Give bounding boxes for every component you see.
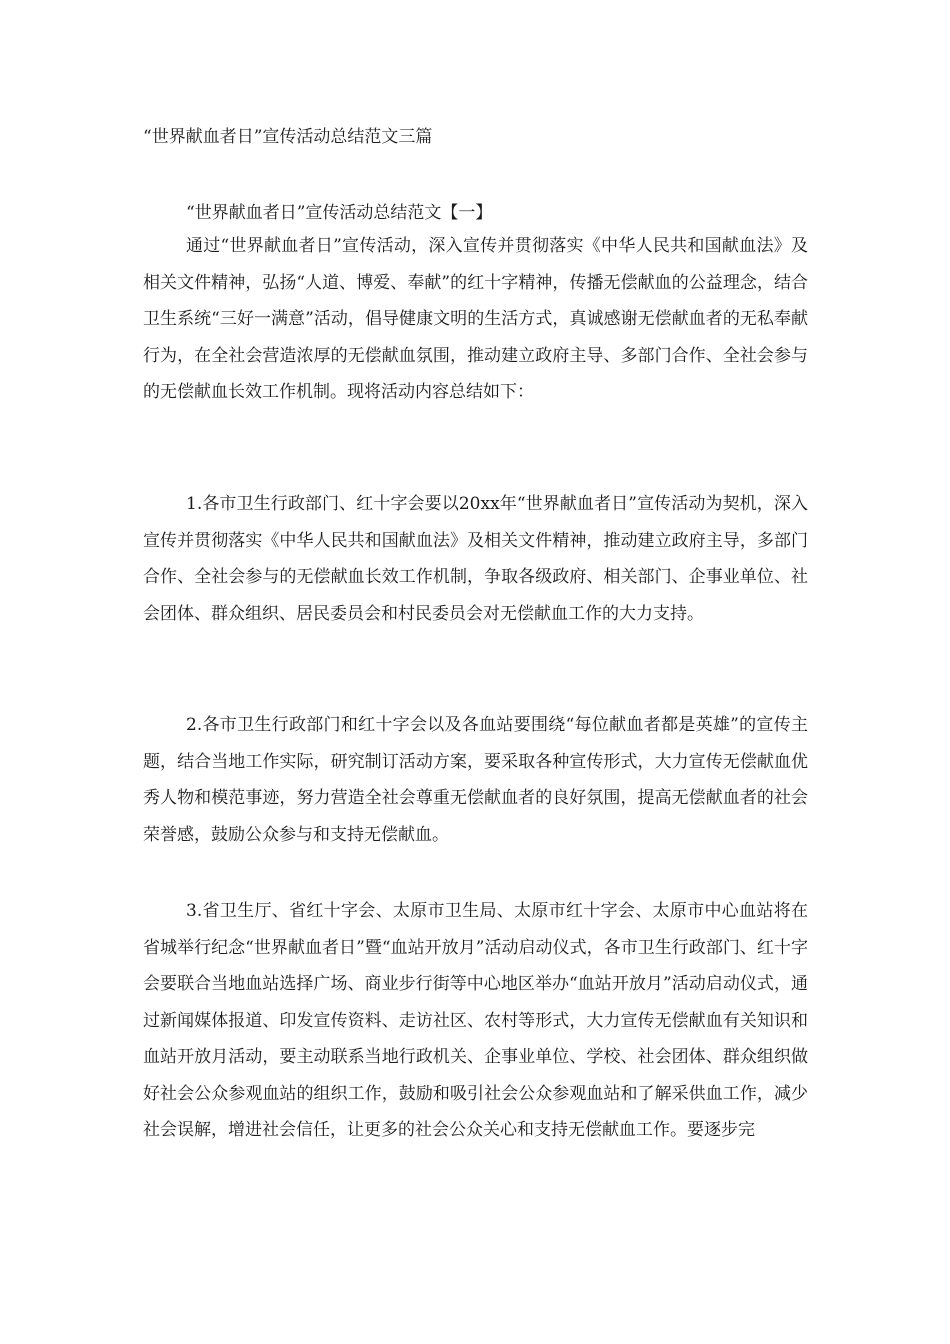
section-heading: “世界献血者日”宣传活动总结范文【一】 xyxy=(186,203,493,223)
paragraph-item-2: 2.各市卫生行政部门和红十字会以及各血站要围绕“每位献血者都是英雄”的宣传主题，结合当地工作实际，研究制订活动方案，要采取各种宣传形式，大力宣传无偿献血优秀人物和模范事迹，努力营造全社会尊重无偿献血者的良好氛围，提高无偿献血者的社会荣誉感，鼓励公众参与和支持无偿献血。 xyxy=(143,715,808,845)
paragraph-intro: 通过“世界献血者日”宣传活动，深入宣传并贯彻落实《中华人民共和国献血法》及相关文件精神，弘扬“人道、博爱、奉献”的红十字精神，传播无偿献血的公益理念，结合卫生系统“三好一满意”活动，倡导健康文明的生活方式，真诚感谢无偿献血者的无私奉献行为，在全社会营造浓厚的无偿献血氛围，推动建立政府主导、多部门合作、全社会参与的无偿献血长效工作机制。现将活动内容总结如下： xyxy=(143,236,808,402)
paragraph-item-3: 3.省卫生厅、省红十字会、太原市卫生局、太原市红十字会、太原市中心血站将在省城举行纪念“世界献血者日”暨“血站开放月”活动启动仪式，各市卫生行政部门、红十字会要联合当地血站选择广场、商业步行街等中心地区举办“血站开放月”活动启动仪式，通过新闻媒体报道、印发宣传资料、走访社区、农村等形式，大力宣传无偿献血有关知识和血站开放月活动，要主动联系当地行政机关、企事业单位、学校、社会团体、群众组织做好社会公众参观血站的组织工作，鼓励和吸引社会公众参观血站和了解采供血工作，减少社会误解，增进社会信任，让更多的社会公众关心和支持无偿献血工作。要逐步完 xyxy=(143,901,808,1140)
document-title: “世界献血者日”宣传活动总结范文三篇 xyxy=(143,127,433,147)
paragraph-item-1: 1.各市卫生行政部门、红十字会要以20xx年“世界献血者日”宣传活动为契机，深入宣传并贯彻落实《中华人民共和国献血法》及相关文件精神，推动建立政府主导，多部门合作、全社会参与的无偿献血长效工作机制，争取各级政府、相关部门、企事业单位、社会团体、群众组织、居民委员会和村民委员会对无偿献血工作的大力支持。 xyxy=(143,494,808,624)
